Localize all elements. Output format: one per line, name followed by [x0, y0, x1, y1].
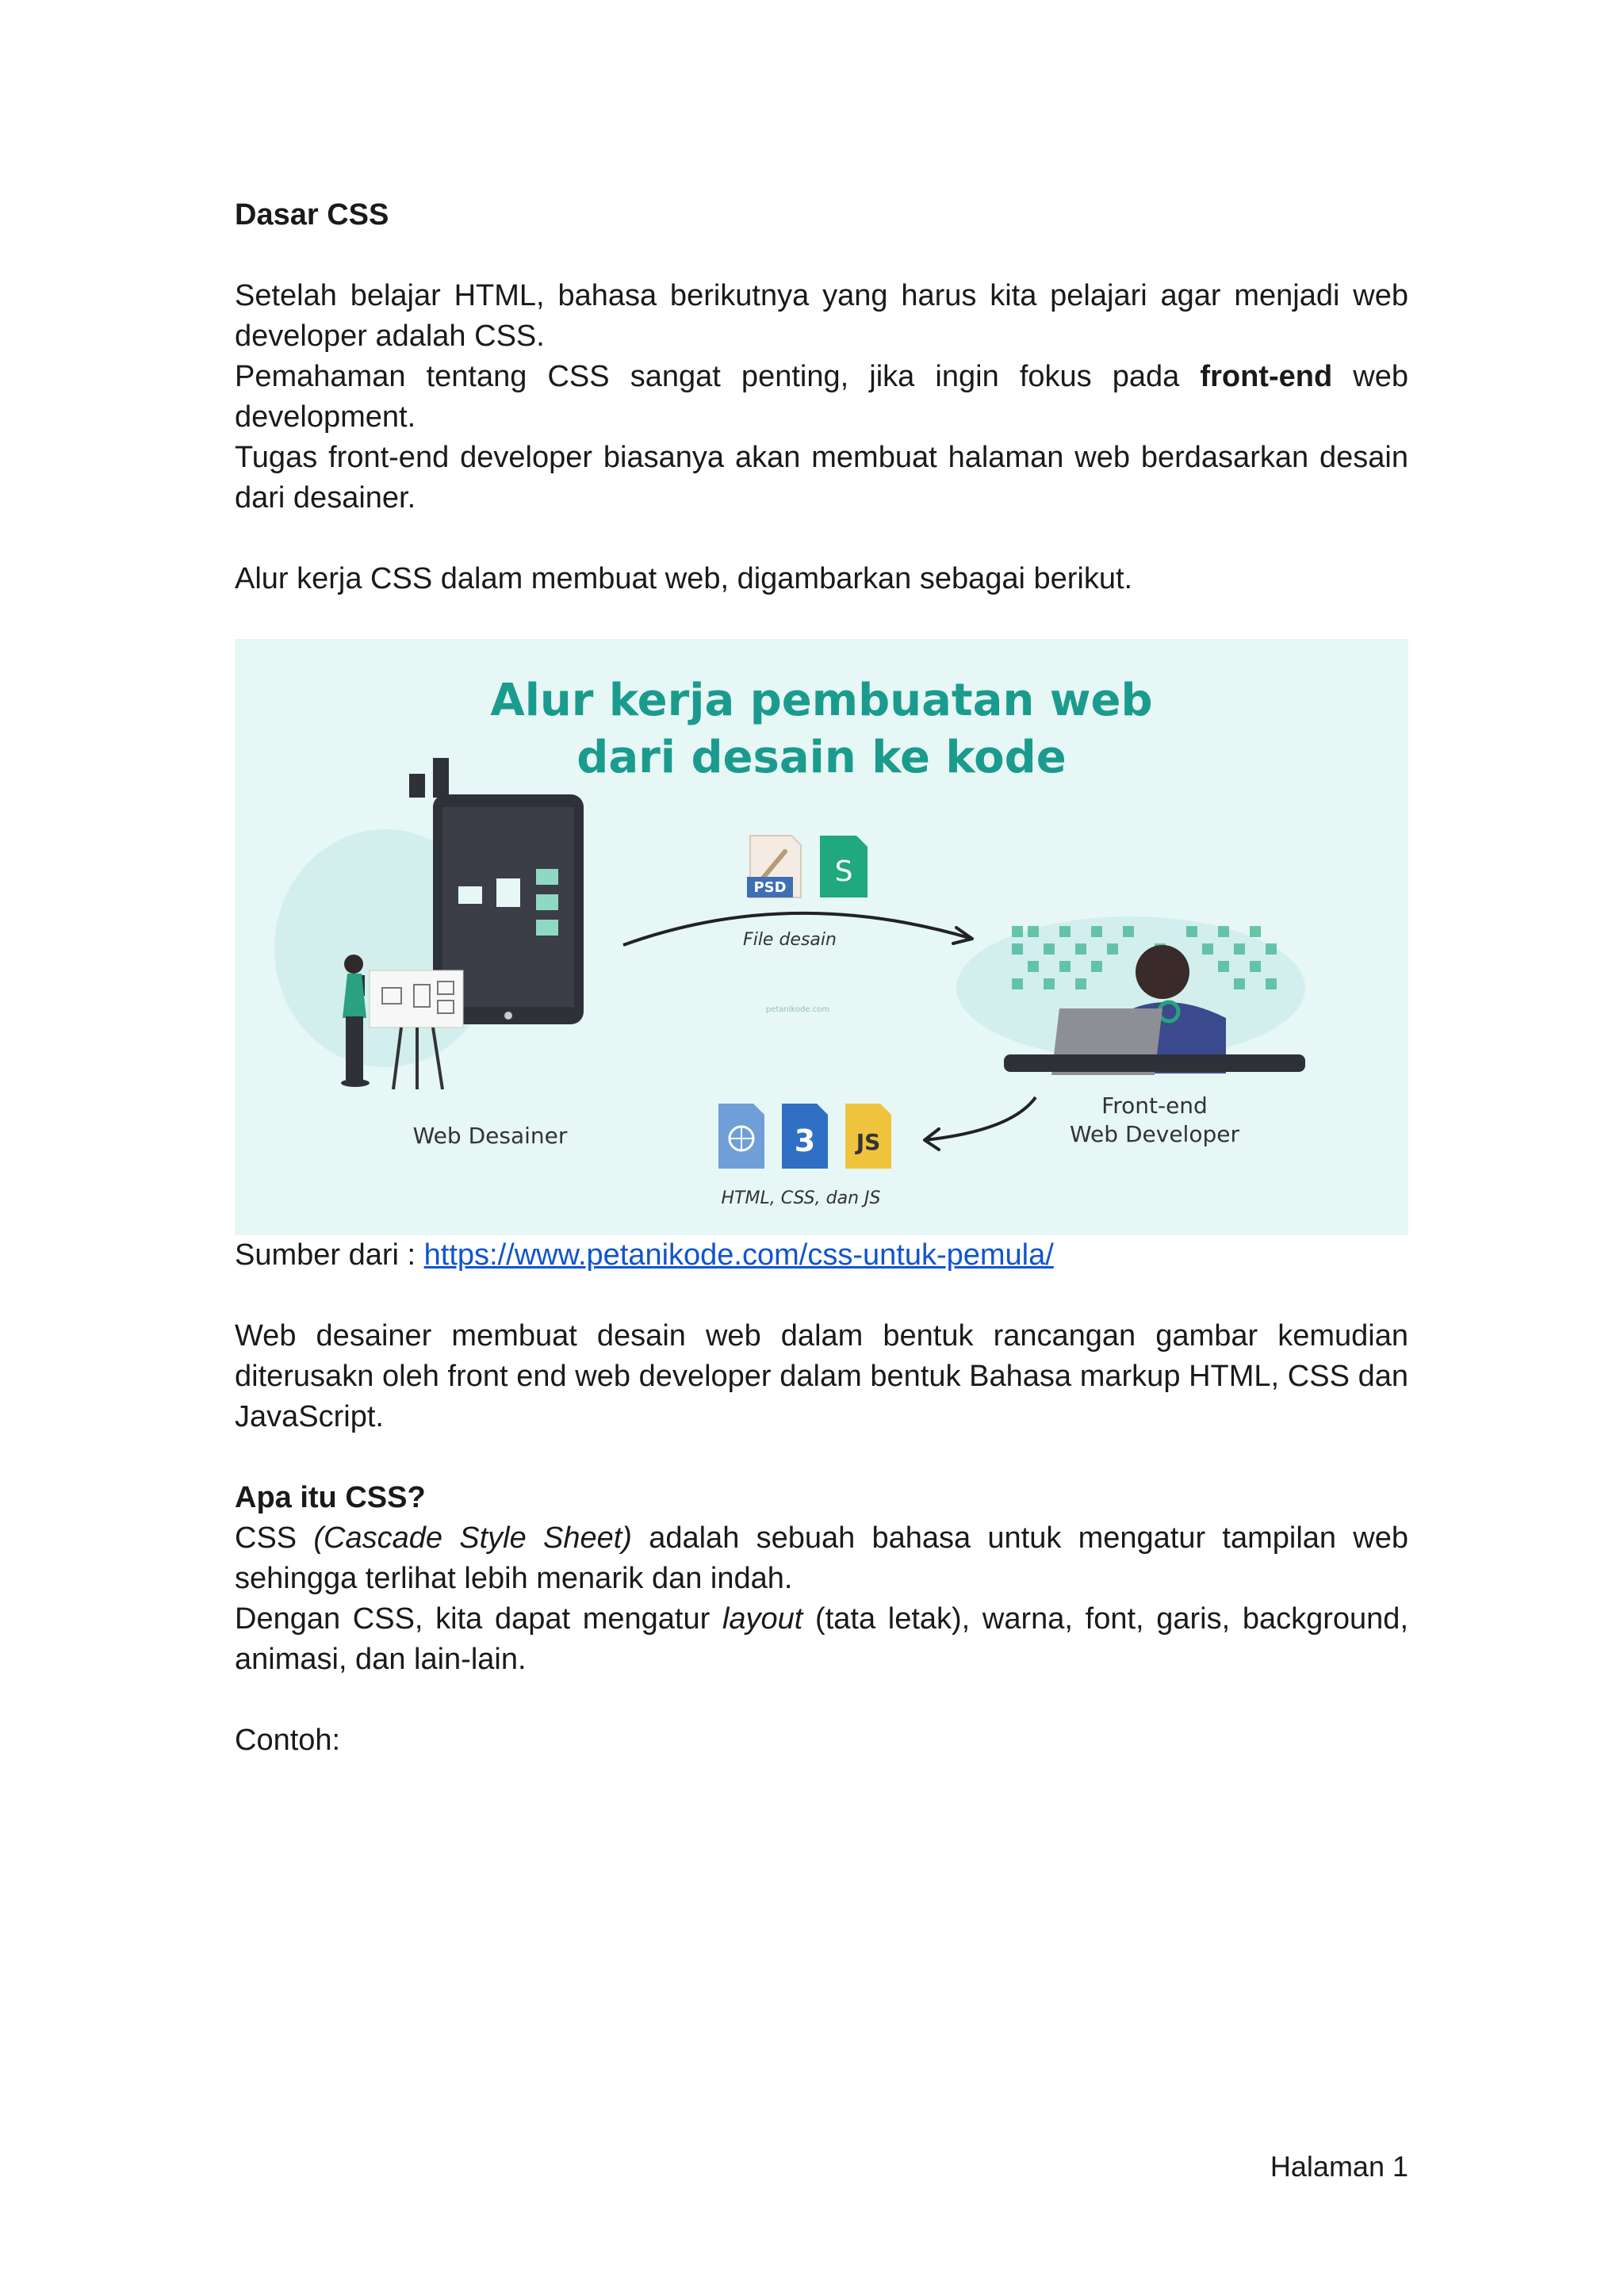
- psd-file-icon: [747, 836, 801, 897]
- js-letter: JS: [856, 1129, 881, 1155]
- figure-title-line1: Alur kerja pembuatan web: [490, 675, 1153, 726]
- explanation-paragraph: Web desainer membuat desain web dalam bentuk rancangan gambar kemudian diterusakn oleh front end web developer dalam bentuk Bahasa markup HTML, CSS dan JavaScript.: [235, 1319, 1408, 1433]
- source-label: Sumber dari :: [235, 1238, 424, 1272]
- source-link[interactable]: https://www.petanikode.com/css-untuk-pemula/: [423, 1238, 1054, 1272]
- html-file-icon: [718, 1104, 764, 1169]
- psd-label: PSD: [753, 879, 787, 896]
- front-end-bold: front-end: [1200, 360, 1333, 393]
- intro-paragraph-2: [235, 357, 1408, 438]
- web-developer-label: Web Developer: [1070, 1121, 1239, 1147]
- body-section: [235, 1235, 1408, 1761]
- css-definition: [235, 1518, 1408, 1599]
- front-end-label: Front-end: [1101, 1093, 1208, 1119]
- web-desainer-label: Web Desainer: [412, 1123, 568, 1149]
- heading-apa-itu-css: Apa itu CSS?: [235, 1481, 426, 1514]
- code-label: HTML, CSS, dan JS: [721, 1188, 881, 1208]
- css-features-b: (tata letak), warna, font, garis, background, animasi, dan lain-lain.: [235, 1602, 1408, 1676]
- intro-section: [235, 195, 1408, 599]
- developer-illustration: [956, 916, 1305, 1075]
- workflow-illustration: [235, 639, 1408, 1235]
- css-features: [235, 1599, 1408, 1680]
- page-number: Halaman 1: [1270, 2150, 1408, 2183]
- sketch-file-icon: [820, 836, 868, 897]
- workflow-diagram: [235, 639, 1408, 1235]
- js-file-icon: [845, 1104, 891, 1169]
- css-letter: 3: [794, 1123, 816, 1158]
- figure-title-line2: dari desain ke kode: [576, 732, 1067, 783]
- file-desain-label: File desain: [743, 930, 837, 950]
- workflow-intro: Alur kerja CSS dalam membuat web, digambarkan sebagai berikut.: [235, 562, 1133, 595]
- css-def-a: CSS: [235, 1521, 314, 1555]
- css-def-italic: (Cascade Style Sheet): [313, 1521, 632, 1555]
- intro-text-a: Pemahaman tentang CSS sangat penting, jika ingin fokus pada: [235, 360, 1201, 393]
- layout-italic: layout: [722, 1602, 803, 1636]
- intro-paragraph-1: Setelah belajar HTML, bahasa berikutnya yang harus kita pelajari agar menjadi web developer adalah CSS.: [235, 279, 1408, 353]
- css-def-b: adalah sebuah bahasa untuk mengatur tampilan web sehingga terlihat lebih menarik dan indah.: [235, 1521, 1408, 1595]
- designer-illustration: [274, 758, 584, 1089]
- figure-watermark: petanikode.com: [765, 1005, 830, 1014]
- heading-dasar-css: Dasar CSS: [235, 198, 389, 232]
- sketch-letter: S: [834, 855, 853, 888]
- css-file-icon: [782, 1104, 828, 1169]
- css-features-a: Dengan CSS, kita dapat mengatur: [235, 1602, 722, 1636]
- intro-paragraph-3: Tugas front-end developer biasanya akan membuat halaman web berdasarkan desain dari desainer.: [235, 441, 1408, 515]
- arrow-dev-to-code: [925, 1097, 1036, 1140]
- intro-text-b: web development.: [235, 360, 1408, 434]
- contoh-label: Contoh:: [235, 1724, 341, 1757]
- source-line: [235, 1235, 1408, 1276]
